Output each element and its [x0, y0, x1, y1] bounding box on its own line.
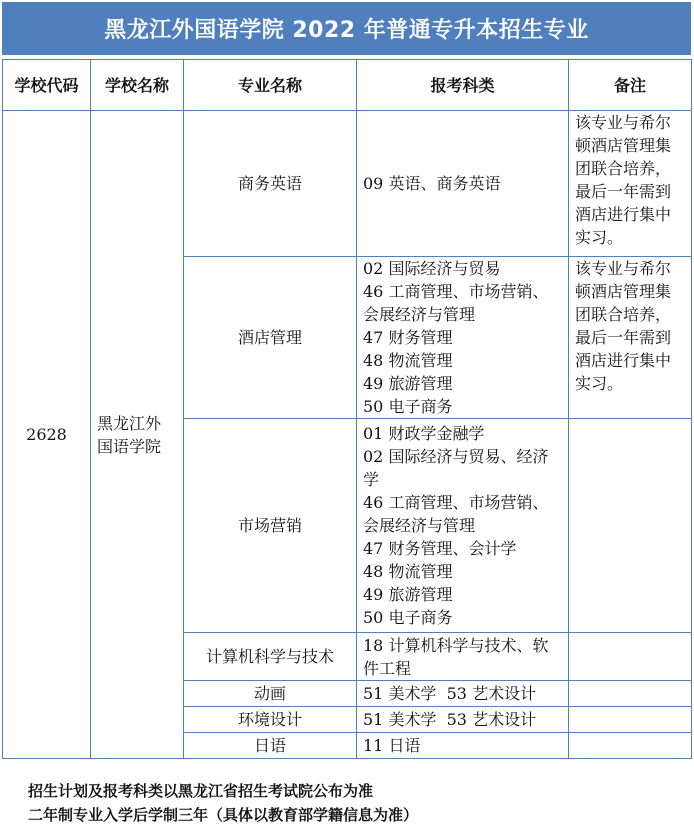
subject-line: 02 国际经济与贸易 — [363, 259, 501, 278]
school-name-cell — [91, 111, 184, 759]
major-cell: 商务英语 — [184, 111, 357, 257]
note-line: 该专业与希尔 — [575, 113, 672, 132]
header-notes: 备注 — [569, 60, 692, 111]
note-line: 该专业与希尔 — [575, 259, 672, 278]
major-cell: 酒店管理 — [184, 257, 357, 419]
note-line: 顿酒店管理集 — [575, 282, 672, 301]
subject-line: 47 财务管理、会计学 — [363, 539, 517, 558]
subject-line: 49 旅游管理 — [363, 585, 453, 604]
school-name-line: 黑龙江外 — [97, 413, 162, 433]
note-line: 最后一年需到 — [575, 182, 672, 201]
subjects-cell — [357, 111, 569, 257]
subject-line: 学 — [363, 470, 380, 489]
major-cell: 动画 — [184, 681, 357, 707]
major-cell: 计算机科学与技术 — [184, 633, 357, 681]
header-major-name: 专业名称 — [184, 60, 357, 111]
footer-note-2: 二年制专业入学后学制三年（具体以教育部学籍信息为准） — [28, 806, 419, 824]
notes-cell — [569, 681, 692, 707]
note-line: 酒店进行集中 — [575, 351, 672, 370]
notes-cell — [569, 419, 692, 633]
major-cell: 环境设计 — [184, 707, 357, 733]
subjects-cell: 51 美术学 53 艺术设计 — [357, 681, 569, 707]
notes-cell — [569, 257, 692, 419]
subject-line: 18 计算机科学与技术、软 — [363, 635, 549, 655]
note-line: 最后一年需到 — [575, 328, 672, 347]
subjects-cell — [357, 419, 569, 633]
subject-line: 09 英语、商务英语 — [363, 174, 501, 193]
subject-line: 50 电子商务 — [363, 608, 453, 627]
subject-line: 01 财政学金融学 — [363, 424, 485, 443]
subject-line: 会展经济与管理 — [363, 516, 476, 535]
school-name-line: 国语学院 — [97, 436, 162, 456]
school-code-cell: 2628 — [3, 111, 91, 759]
subject-line: 47 财务管理 — [363, 328, 453, 347]
subjects-cell — [357, 633, 569, 681]
subject-line: 46 工商管理、市场营销、 — [363, 282, 549, 301]
major-cell: 日语 — [184, 733, 357, 759]
subject-line: 02 国际经济与贸易、经济 — [363, 447, 549, 466]
document-title: 黑龙江外国语学院 2022 年普通专升本招生专业 — [2, 2, 691, 55]
header-school-name: 学校名称 — [91, 60, 184, 111]
table-row — [3, 111, 692, 257]
note-line: 团联合培养， — [575, 159, 672, 178]
footer-note-1: 招生计划及报考科类以黑龙江省招生考试院公布为准 — [28, 782, 374, 800]
subject-line: 48 物流管理 — [363, 351, 453, 370]
subjects-cell: 51 美术学 53 艺术设计 — [357, 707, 569, 733]
subject-line: 件工程 — [363, 658, 412, 678]
subject-line: 48 物流管理 — [363, 562, 453, 581]
notes-cell — [569, 733, 692, 759]
note-line: 顿酒店管理集 — [575, 136, 672, 155]
subjects-cell — [357, 257, 569, 419]
subjects-cell: 11 日语 — [357, 733, 569, 759]
note-line: 实习。 — [575, 228, 624, 247]
subject-line: 49 旅游管理 — [363, 374, 453, 393]
header-school-code: 学校代码 — [3, 60, 91, 111]
subject-line: 50 电子商务 — [363, 397, 453, 416]
major-cell: 市场营销 — [184, 419, 357, 633]
enrollment-table — [2, 59, 692, 759]
header-subjects: 报考科类 — [357, 60, 569, 111]
note-line: 酒店进行集中 — [575, 205, 672, 224]
subject-line: 会展经济与管理 — [363, 305, 476, 324]
note-line: 团联合培养， — [575, 305, 672, 324]
table-header-row — [3, 60, 692, 111]
note-line: 实习。 — [575, 374, 624, 393]
notes-cell — [569, 633, 692, 681]
subject-line: 46 工商管理、市场营销、 — [363, 493, 549, 512]
notes-cell — [569, 707, 692, 733]
notes-cell — [569, 111, 692, 257]
